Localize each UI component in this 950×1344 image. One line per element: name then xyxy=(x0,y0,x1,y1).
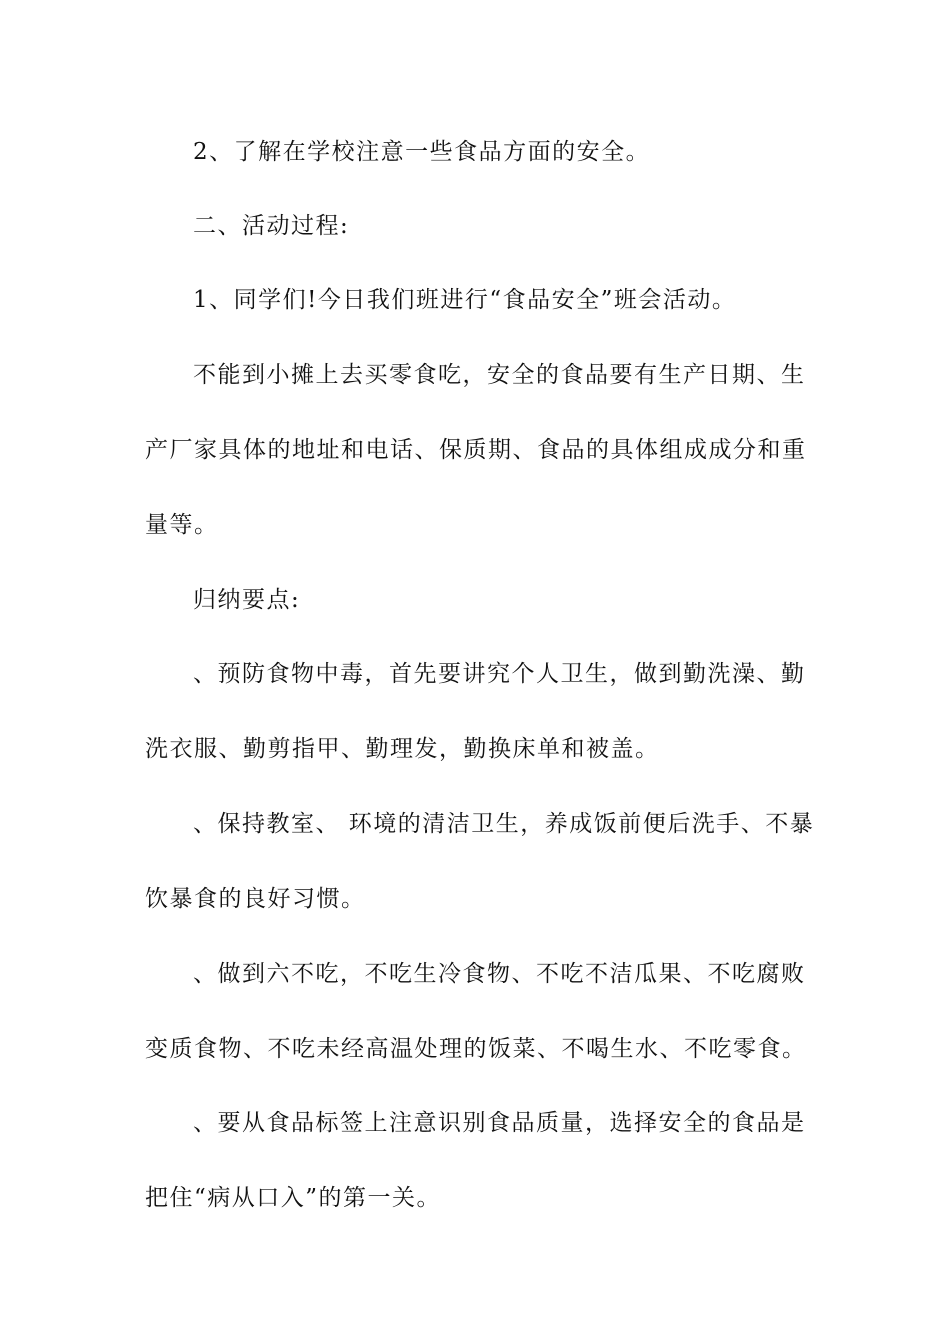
summary-point-line: 饮暴食的良好习惯。 xyxy=(145,886,366,912)
paragraph-step-1: 1、同学们!今日我们班进行“食品安全”班会活动。 xyxy=(193,287,737,313)
summary-point-line: 、保持教室、 环境的清洁卫生，养成饭前便后洗手、不暴 xyxy=(193,811,815,837)
summary-point-line: 、要从食品标签上注意识别食品质量，选择安全的食品是 xyxy=(193,1110,806,1136)
summary-point-line: 把住“病从口入”的第一关。 xyxy=(145,1185,442,1211)
summary-point-line: 洗衣服、勤剪指甲、勤理发，勤换床单和被盖。 xyxy=(145,736,660,762)
paragraph-line: 不能到小摊上去买零食吃，安全的食品要有生产日期、生 xyxy=(193,362,806,388)
paragraph-line: 量等。 xyxy=(145,512,219,538)
summary-point-line: 、做到六不吃，不吃生冷食物、不吃不洁瓜果、不吃腐败 xyxy=(193,961,806,987)
paragraph-line: 产厂家具体的地址和电话、保质期、食品的具体组成成分和重 xyxy=(145,437,807,463)
paragraph-goal-2: 2、了解在学校注意一些食品方面的安全。 xyxy=(193,139,651,165)
summary-heading: 归纳要点: xyxy=(193,587,301,613)
summary-point-line: 、预防食物中毒，首先要讲究个人卫生，做到勤洗澡、勤 xyxy=(193,661,806,687)
section-heading-activity-process: 二、活动过程: xyxy=(193,213,350,239)
summary-point-line: 变质食物、不吃未经高温处理的饭菜、不喝生水、不吃零食。 xyxy=(145,1036,807,1062)
